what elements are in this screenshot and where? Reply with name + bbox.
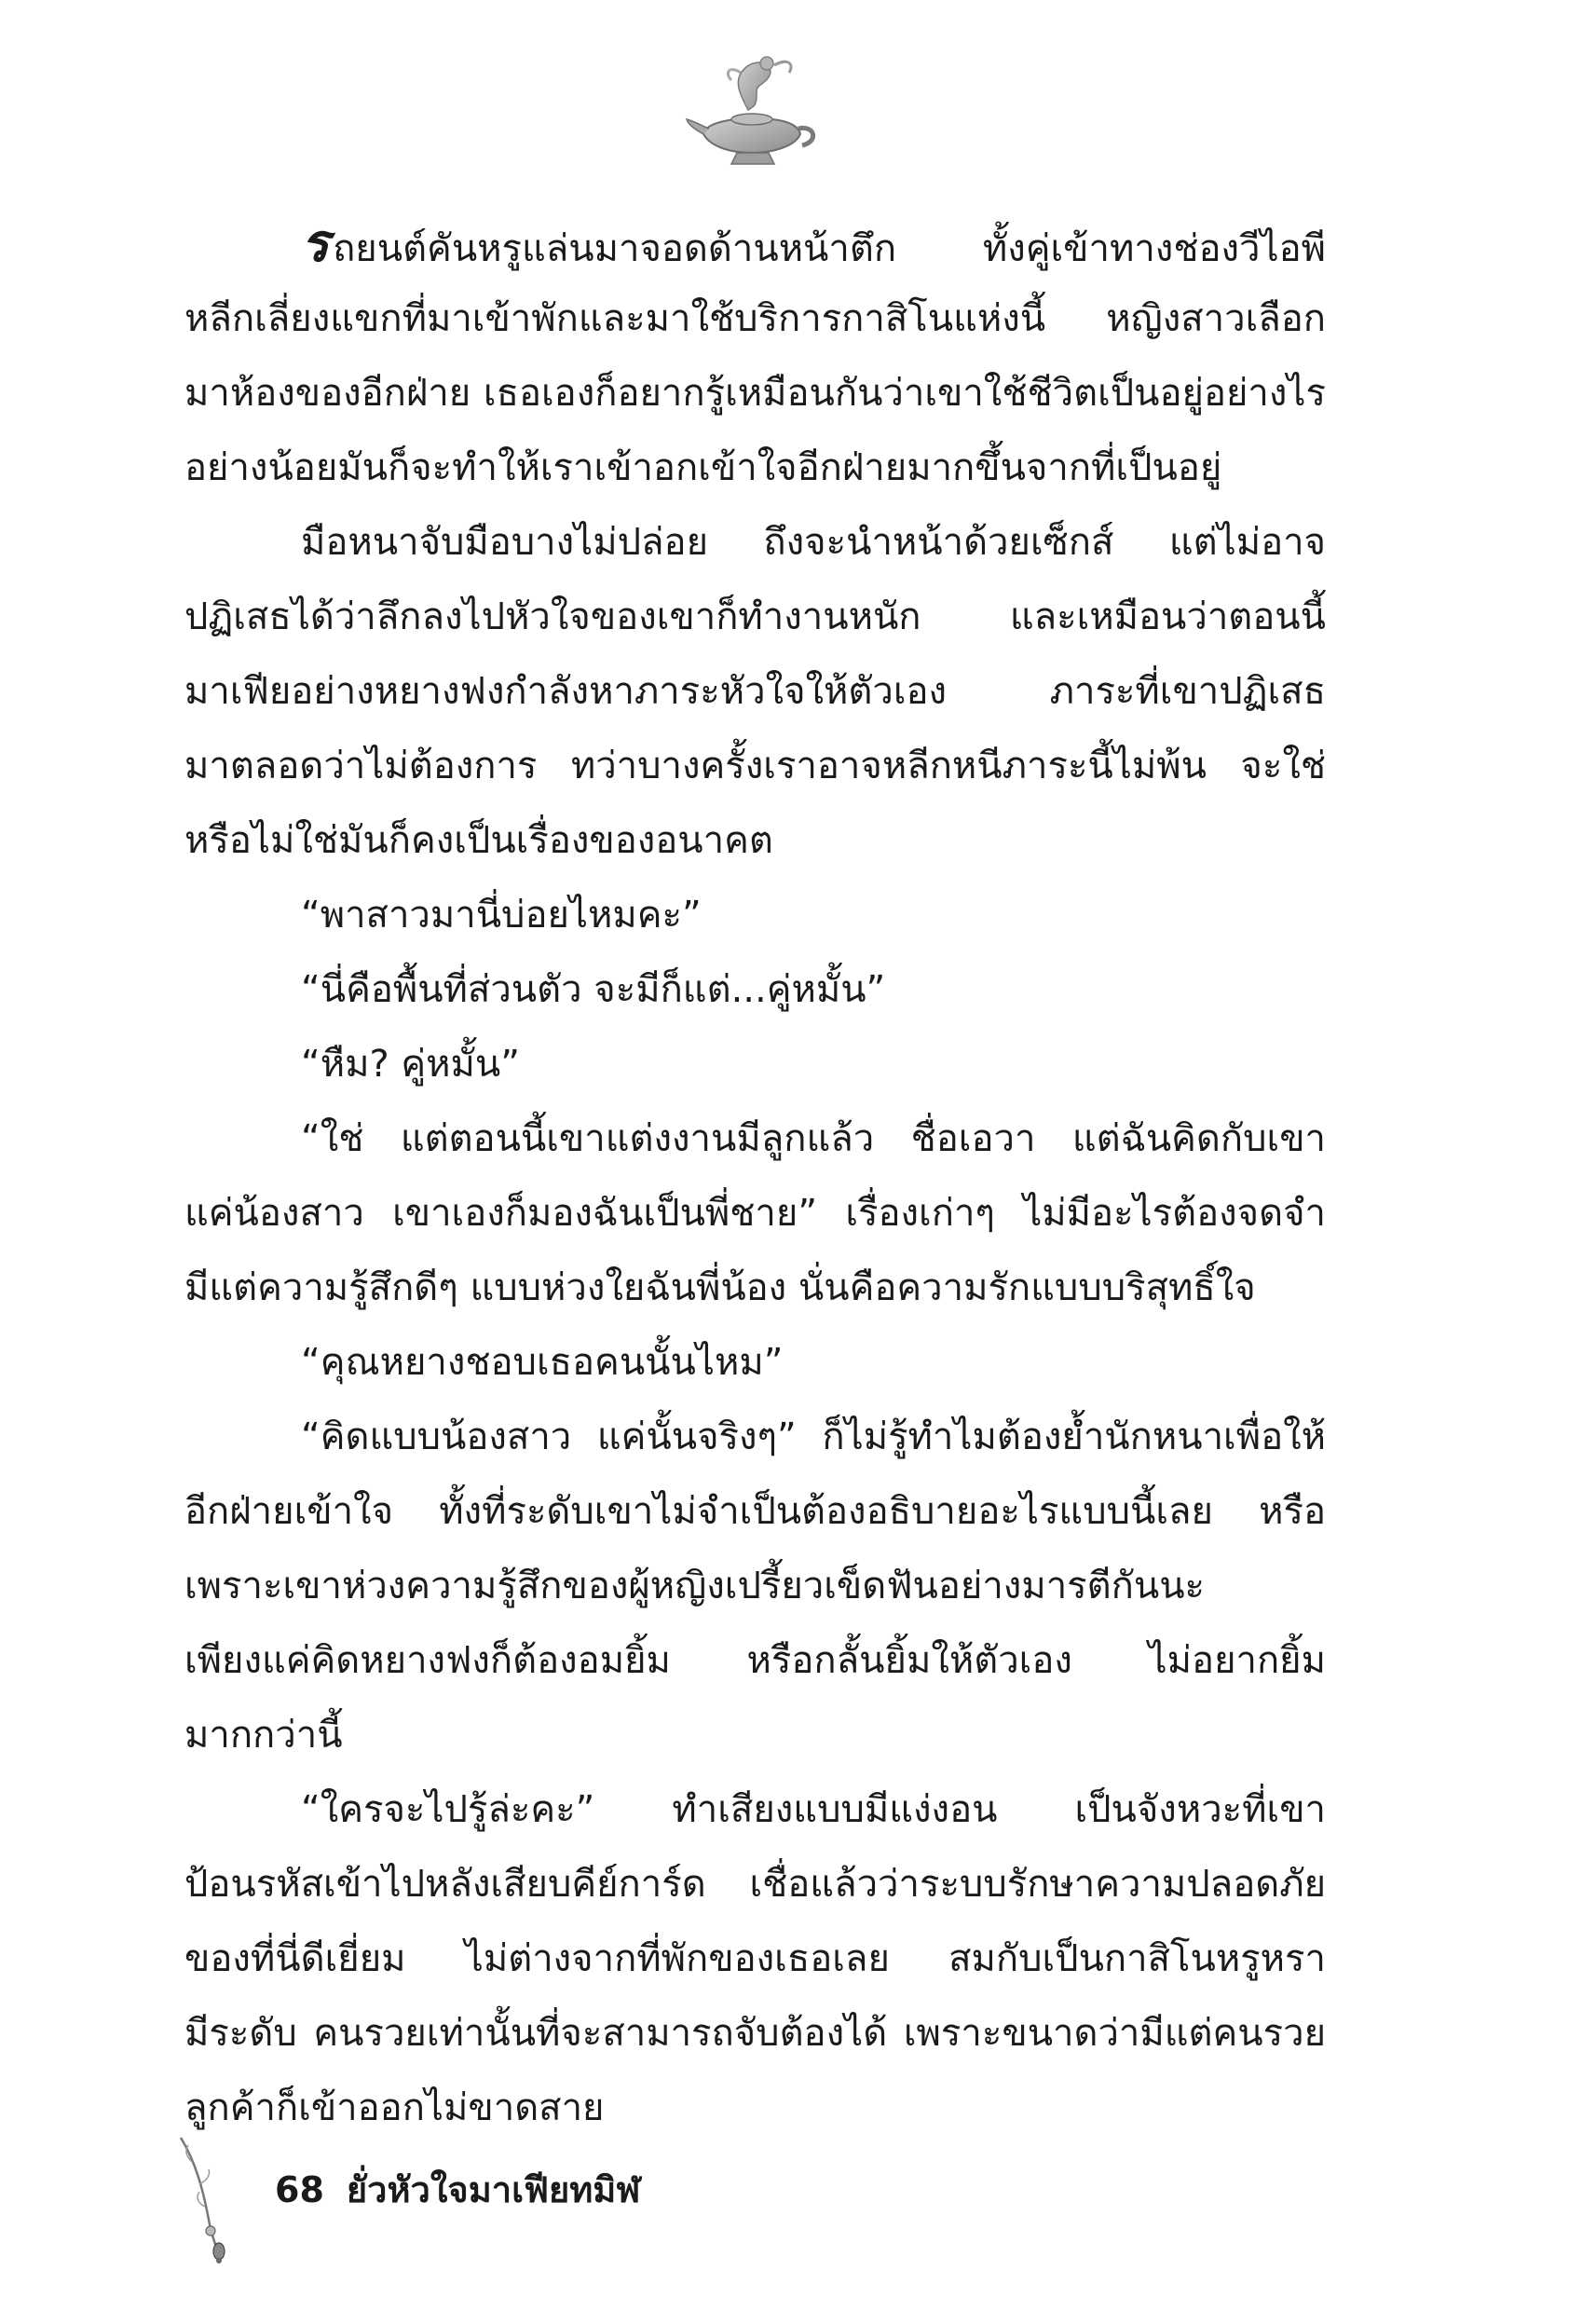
drop-cap: ร bbox=[301, 213, 330, 274]
text-line-content: ของที่นี่ดีเยี่ยม ไม่ต่างจากที่พักของเธอเลย สมกับเป็นกาสิโนหรูหรา bbox=[184, 1937, 1326, 1980]
page-footer bbox=[177, 2134, 829, 2264]
text-line bbox=[184, 1996, 1326, 2071]
text-line-content: มากกว่านี้ bbox=[184, 1714, 343, 1757]
text-line bbox=[184, 580, 1326, 654]
book-title: ยั่วหัวใจมาเฟียทมิฬ bbox=[346, 2169, 641, 2210]
text-line bbox=[184, 1027, 1326, 1101]
text-line bbox=[184, 1623, 1326, 1698]
text-line bbox=[184, 281, 1326, 356]
text-line bbox=[184, 431, 1326, 505]
text-line bbox=[184, 505, 1326, 580]
page-number: 68 bbox=[275, 2169, 324, 2210]
text-line-content: “พาสาวมานี่บ่อยไหมคะ” bbox=[301, 894, 702, 937]
text-line bbox=[184, 952, 1326, 1027]
text-line-content: อย่างน้อยมันก็จะทำให้เราเข้าอกเข้าใจอีกฝ่ายมากขึ้นจากที่เป็นอยู่ bbox=[184, 446, 1222, 489]
text-line bbox=[184, 356, 1326, 431]
text-line bbox=[184, 729, 1326, 803]
text-line bbox=[184, 803, 1326, 878]
text-line-content: “นี่คือพื้นที่ส่วนตัว จะมีก็แต่...คู่หมั้น” bbox=[301, 968, 886, 1011]
text-line-content: “หืม? คู่หมั้น” bbox=[301, 1043, 520, 1086]
text-line-content: เพราะเขาห่วงความรู้สึกของผู้หญิงเปรี้ยวเข็ดฟันอย่างมารตีกันนะ bbox=[184, 1565, 1206, 1607]
text-line-content: “ใครจะไปรู้ล่ะคะ” ทำเสียงแบบมีแง่งอน เป็นจังหวะที่เขา bbox=[301, 1788, 1326, 1831]
text-line-content: “คิดแบบน้องสาว แค่นั้นจริงๆ” ก็ไม่รู้ทำไมต้องย้ำนักหนาเพื่อให้ bbox=[301, 1415, 1326, 1458]
text-line-content: “ใช่ แต่ตอนนี้เขาแต่งงานมีลูกแล้ว ชื่อเอวา แต่ฉันคิดกับเขา bbox=[301, 1117, 1326, 1160]
text-line-content: มาตลอดว่าไม่ต้องการ ทว่าบางครั้งเราอาจหลีกหนีภาระนี้ไม่พ้น จะใช่ bbox=[184, 745, 1326, 787]
text-line-content: มาห้องของอีกฝ่าย เธอเองก็อยากรู้เหมือนกันว่าเขาใช้ชีวิตเป็นอยู่อย่างไร bbox=[184, 372, 1326, 415]
text-line bbox=[184, 1101, 1326, 1176]
text-line-content: ถยนต์คันหรูแล่นมาจอดด้านหน้าตึก ทั้งคู่เข้าทางช่องวีไอพี bbox=[333, 227, 1326, 270]
body-text bbox=[184, 207, 1326, 2145]
text-line-content: หลีกเลี่ยงแขกที่มาเข้าพักและมาใช้บริการกาสิโนแห่งนี้ หญิงสาวเลือก bbox=[184, 297, 1326, 340]
text-line-content: อีกฝ่ายเข้าใจ ทั้งที่ระดับเขาไม่จำเป็นต้องอธิบายอะไรแบบนี้เลย หรือ bbox=[184, 1490, 1326, 1533]
text-line-content: หรือไม่ใช่มันก็คงเป็นเรื่องของอนาคต bbox=[184, 819, 773, 862]
text-line-content: ป้อนรหัสเข้าไปหลังเสียบคีย์การ์ด เชื่อแล้วว่าระบบรักษาความปลอดภัย bbox=[184, 1863, 1326, 1906]
text-line bbox=[184, 1400, 1326, 1474]
text-line-content: ปฏิเสธได้ว่าลึกลงไปหัวใจของเขาก็ทำงานหนัก และเหมือนว่าตอนนี้ bbox=[184, 595, 1326, 638]
text-line-content: มือหนาจับมือบางไม่ปล่อย ถึงจะนำหน้าด้วยเซ็กส์ แต่ไม่อาจ bbox=[301, 521, 1326, 564]
text-line bbox=[184, 1847, 1326, 1921]
text-line-content: เพียงแค่คิดหยางฟงก็ต้องอมยิ้ม หรือกลั้นยิ้มให้ตัวเอง ไม่อยากยิ้ม bbox=[184, 1639, 1326, 1682]
text-line bbox=[184, 1549, 1326, 1623]
text-line bbox=[184, 1698, 1326, 1772]
text-line-content: มีระดับ คนรวยเท่านั้นที่จะสามารถจับต้องได้ เพราะขนาดว่ามีแต่คนรวย bbox=[184, 2012, 1326, 2055]
text-line bbox=[184, 1176, 1326, 1251]
text-line-content: “คุณหยางชอบเธอคนนั้นไหม” bbox=[301, 1341, 784, 1384]
text-line bbox=[184, 1474, 1326, 1549]
text-line-content: มีแต่ความรู้สึกดีๆ แบบห่วงใยฉันพี่น้อง นั่นคือความรักแบบบริสุทธิ์ใจ bbox=[184, 1266, 1256, 1309]
text-line bbox=[184, 1325, 1326, 1400]
text-line-content: ลูกค้าก็เข้าออกไม่ขาดสาย bbox=[184, 2086, 605, 2129]
hanging-vine-icon bbox=[177, 2134, 252, 2264]
text-line-content: แค่น้องสาว เขาเองก็มองฉันเป็นพี่ชาย” เรื่องเก่าๆ ไม่มีอะไรต้องจดจำ bbox=[184, 1192, 1326, 1235]
text-line bbox=[184, 207, 1326, 281]
genie-lamp-icon bbox=[685, 45, 825, 175]
text-line bbox=[184, 1772, 1326, 1847]
text-line bbox=[184, 654, 1326, 729]
text-line bbox=[184, 878, 1326, 952]
text-line bbox=[184, 1921, 1326, 1996]
text-line-content: มาเฟียอย่างหยางฟงกำลังหาภาระหัวใจให้ตัวเอง ภาระที่เขาปฏิเสธ bbox=[184, 670, 1326, 713]
footer-text bbox=[275, 2162, 640, 2218]
text-line bbox=[184, 1251, 1326, 1325]
